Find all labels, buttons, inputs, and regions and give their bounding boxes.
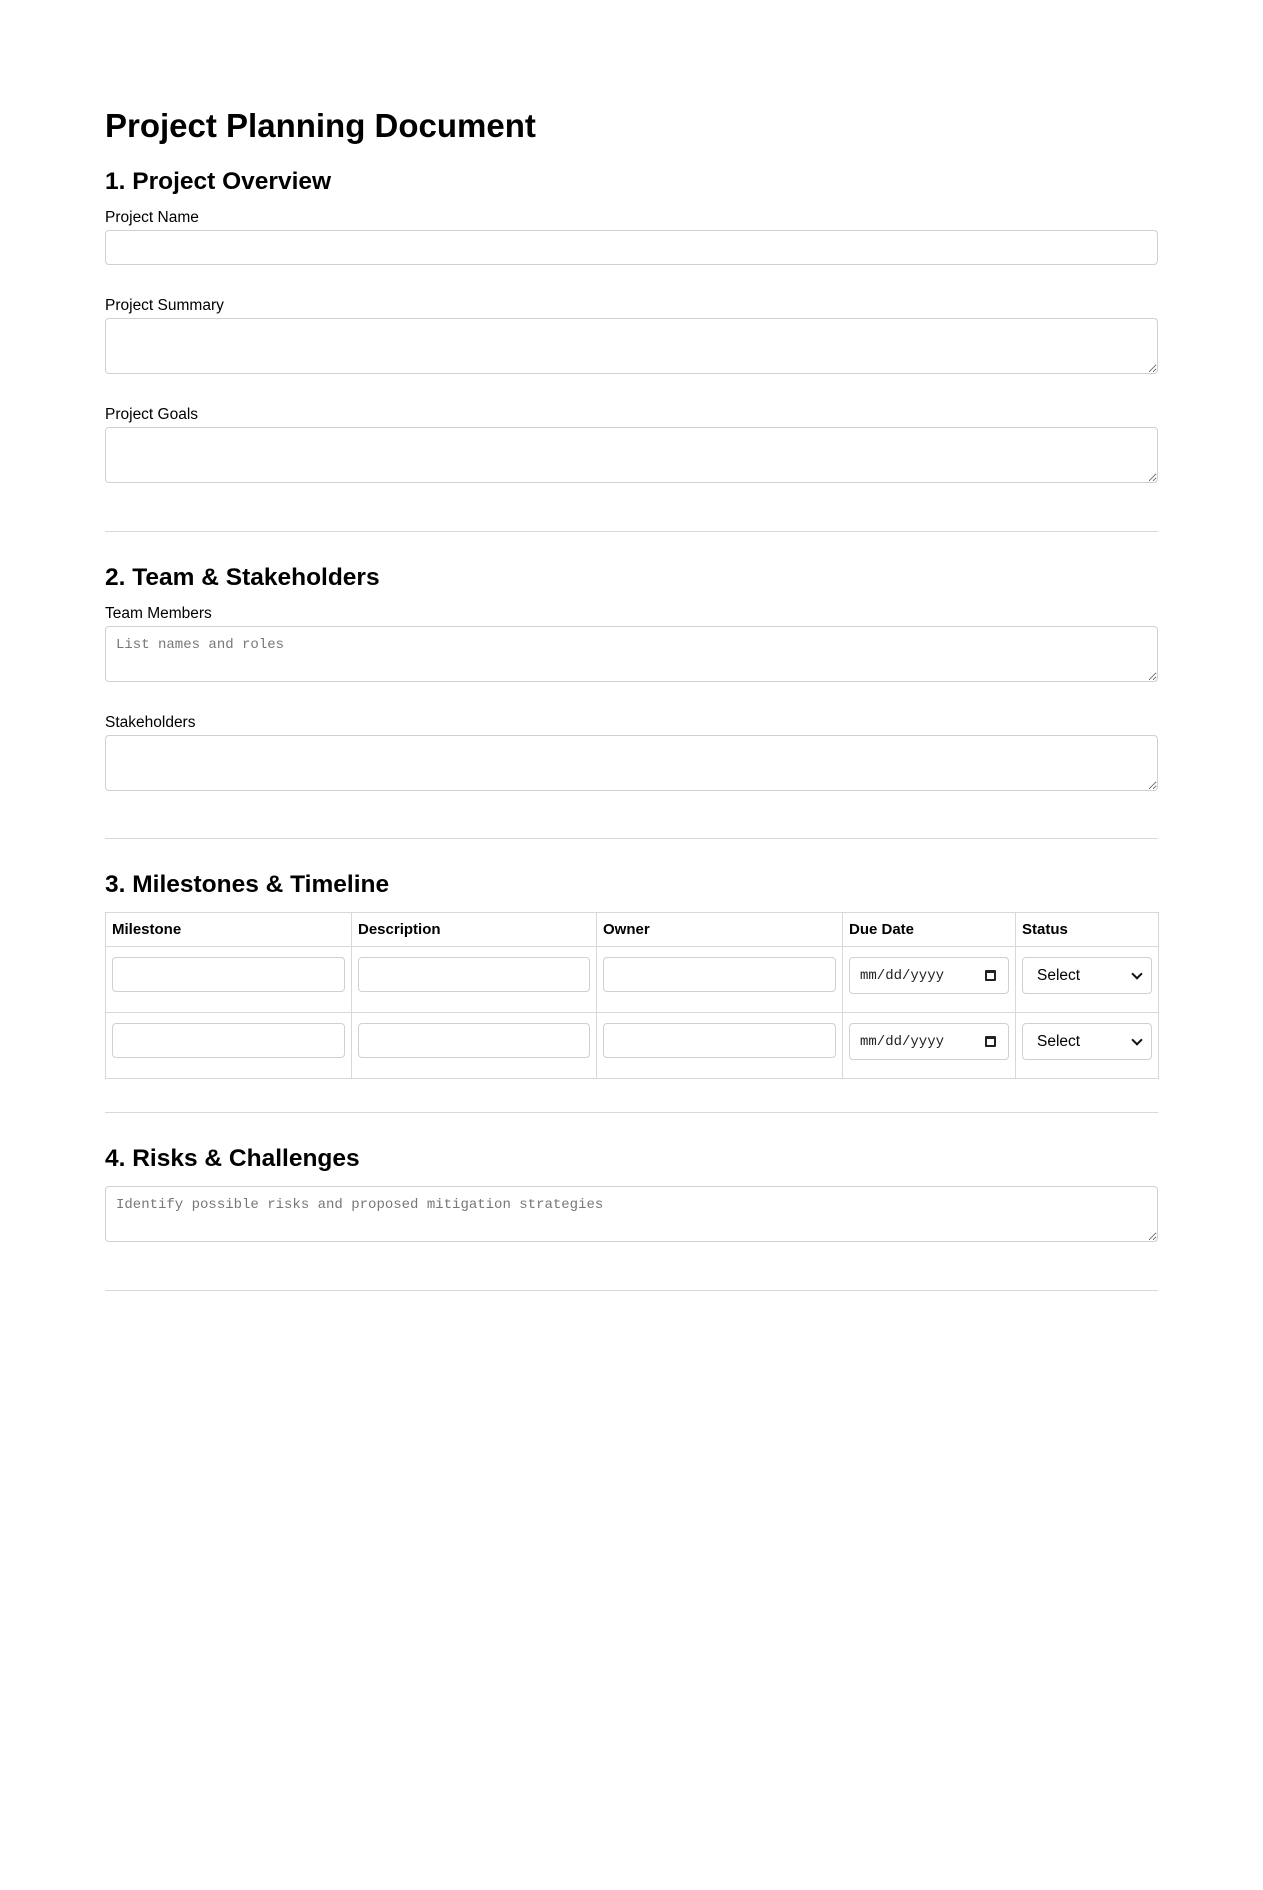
- status-select-value: Select: [1037, 1032, 1081, 1050]
- due-date-cell: [843, 947, 1016, 1013]
- column-header-status: Status: [1016, 913, 1159, 947]
- project-name-input[interactable]: [105, 230, 1158, 265]
- milestone-cell: [106, 947, 352, 1013]
- description-input[interactable]: [358, 957, 590, 992]
- status-select[interactable]: [1022, 957, 1152, 994]
- chevron-down-icon: [1131, 968, 1142, 979]
- project-summary-textarea[interactable]: [105, 318, 1158, 374]
- status-select-value: Select: [1037, 966, 1081, 984]
- milestone-input[interactable]: [112, 1023, 345, 1058]
- stakeholders-label: Stakeholders: [105, 714, 196, 731]
- due-date-input[interactable]: [849, 1023, 1009, 1060]
- description-input[interactable]: [358, 1023, 590, 1058]
- team-members-textarea[interactable]: [105, 626, 1158, 682]
- status-cell: [1016, 947, 1159, 1013]
- section-divider: [105, 838, 1158, 839]
- milestone-cell: [106, 1013, 352, 1079]
- due-date-cell: [843, 1013, 1016, 1079]
- page-title: Project Planning Document: [105, 107, 536, 144]
- column-header-milestone: Milestone: [106, 913, 352, 947]
- calendar-icon[interactable]: [985, 970, 996, 981]
- team-members-label: Team Members: [105, 605, 212, 622]
- section-heading-risks: 4. Risks & Challenges: [105, 1145, 360, 1172]
- calendar-icon[interactable]: [985, 1036, 996, 1047]
- section-divider: [105, 1112, 1158, 1113]
- milestones-table: [105, 912, 1159, 1079]
- due-date-input[interactable]: [849, 957, 1009, 994]
- project-goals-textarea[interactable]: [105, 427, 1158, 483]
- owner-cell: [597, 947, 843, 1013]
- project-summary-label: Project Summary: [105, 297, 224, 314]
- section-divider: [105, 1290, 1158, 1291]
- column-header-owner: Owner: [597, 913, 843, 947]
- table-header-row: [106, 913, 1159, 947]
- section-divider: [105, 531, 1158, 532]
- chevron-down-icon: [1131, 1034, 1142, 1045]
- section-heading-overview: 1. Project Overview: [105, 168, 332, 195]
- stakeholders-textarea[interactable]: [105, 735, 1158, 791]
- due-date-placeholder: mm/dd/yyyy: [860, 967, 945, 984]
- owner-cell: [597, 1013, 843, 1079]
- status-cell: [1016, 1013, 1159, 1079]
- owner-input[interactable]: [603, 957, 836, 992]
- owner-input[interactable]: [603, 1023, 836, 1058]
- due-date-placeholder: mm/dd/yyyy: [860, 1033, 945, 1050]
- section-heading-team: 2. Team & Stakeholders: [105, 564, 380, 591]
- project-name-label: Project Name: [105, 209, 199, 226]
- table-row: [106, 1013, 1159, 1079]
- table-row: [106, 947, 1159, 1013]
- description-cell: [352, 1013, 597, 1079]
- description-cell: [352, 947, 597, 1013]
- section-heading-milestones: 3. Milestones & Timeline: [105, 871, 390, 898]
- column-header-due-date: Due Date: [843, 913, 1016, 947]
- column-header-description: Description: [352, 913, 597, 947]
- status-select[interactable]: [1022, 1023, 1152, 1060]
- milestone-input[interactable]: [112, 957, 345, 992]
- project-goals-label: Project Goals: [105, 406, 199, 423]
- risks-textarea[interactable]: [105, 1186, 1158, 1242]
